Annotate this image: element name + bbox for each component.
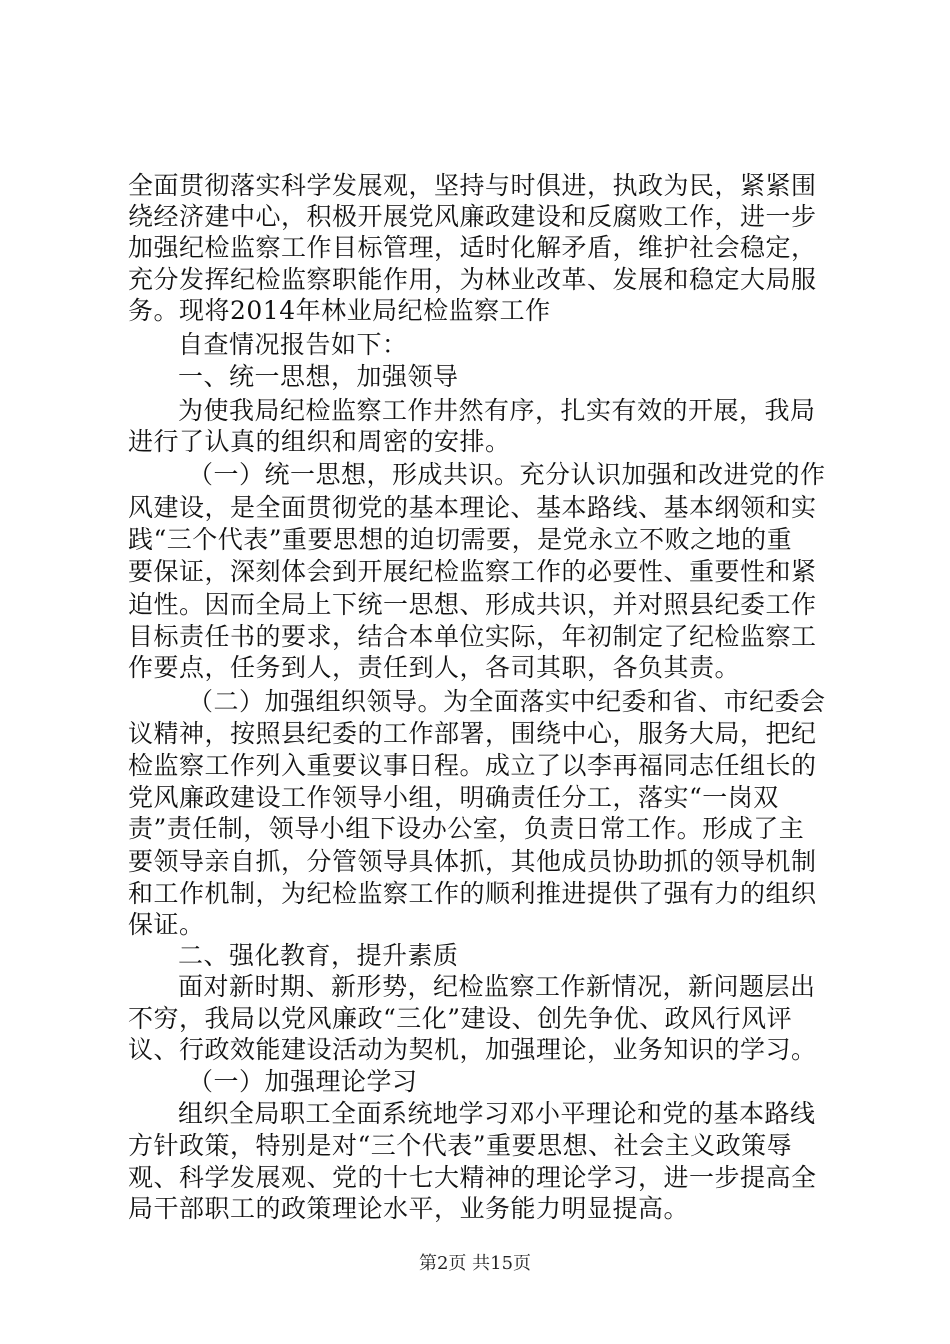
document-line: 方针政策，特别是对“三个代表”重要思想、社会主义政策辱	[128, 1131, 793, 1160]
document-line: 保证。	[128, 910, 205, 939]
document-line: 议精神，按照县纪委的工作部署，围绕中心，服务大局，把纪	[128, 719, 817, 748]
document-line: （二）加强组织领导。为全面落实中纪委和省、市纪委会	[188, 687, 826, 716]
document-line: 全面贯彻落实科学发展观，坚持与时俱进，执政为民，紧紧围	[128, 171, 817, 200]
document-line: 观、科学发展观、党的十七大精神的理论学习，进一步提高全	[128, 1163, 817, 1192]
document-line: （一）统一思想，形成共识。充分认识加强和改进党的作	[188, 460, 826, 489]
document-line: （一）加强理论学习	[188, 1067, 418, 1096]
document-line: 践“三个代表”重要思想的迫切需要，是党永立不败之地的重	[128, 525, 793, 554]
document-line: 组织全局职工全面系统地学习邓小平理论和党的基本路线	[178, 1099, 816, 1128]
document-line: 务。现将2014年林业局纪检监察工作	[128, 296, 551, 325]
document-line: 不穷，我局以党风廉政“三化”建设、创先争优、政风行风评	[128, 1004, 793, 1033]
document-line: 风建设，是全面贯彻党的基本理论、基本路线、基本纲领和实	[128, 493, 817, 522]
document-line: 议、行政效能建设活动为契机，加强理论，业务知识的学习。	[128, 1035, 817, 1064]
document-line: 局干部职工的政策理论水平，业务能力明显提高。	[128, 1194, 690, 1223]
document-line: 绕经济建中心，积极开展党风廉政建设和反腐败工作，进一步	[128, 202, 817, 231]
document-line: 为使我局纪检监察工作井然有序，扎实有效的开展，我局	[178, 396, 816, 425]
document-line: 和工作机制，为纪检监察工作的顺利推进提供了强有力的组织	[128, 879, 817, 908]
document-line: 要保证，深刻体会到开展纪检监察工作的必要性、重要性和紧	[128, 557, 817, 586]
document-line: 目标责任书的要求，结合本单位实际，年初制定了纪检监察工	[128, 622, 817, 651]
document-line: 检监察工作列入重要议事日程。成立了以李再福同志任组长的	[128, 751, 817, 780]
document-line: 加强纪检监察工作目标管理，适时化解矛盾，维护社会稳定，	[128, 233, 817, 262]
document-line: 进行了认真的组织和周密的安排。	[128, 427, 511, 456]
document-line: 要领导亲自抓，分管领导具体抓，其他成员协助抓的领导机制	[128, 847, 817, 876]
document-line: 充分发挥纪检监察职能作用，为林业改革、发展和稳定大局服	[128, 265, 817, 294]
page-number-footer: 第2页 共15页	[418, 1253, 532, 1274]
document-line: 面对新时期、新形势，纪检监察工作新情况，新问题层出	[178, 972, 816, 1001]
document-line: 作要点，任务到人，责任到人，各司其职，各负其责。	[128, 653, 741, 682]
document-line: 党风廉政建设工作领导小组，明确责任分工，落实“一岗双	[128, 783, 779, 812]
document-line: 自查情况报告如下：	[178, 330, 408, 359]
document-line: 一、统一思想，加强领导	[178, 362, 459, 391]
document-line: 责”责任制，领导小组下设办公室，负责日常工作。形成了主	[128, 814, 805, 843]
document-line: 迫性。因而全局上下统一思想、形成共识，并对照县纪委工作	[128, 590, 817, 619]
document-line: 二、强化教育，提升素质	[178, 941, 459, 970]
